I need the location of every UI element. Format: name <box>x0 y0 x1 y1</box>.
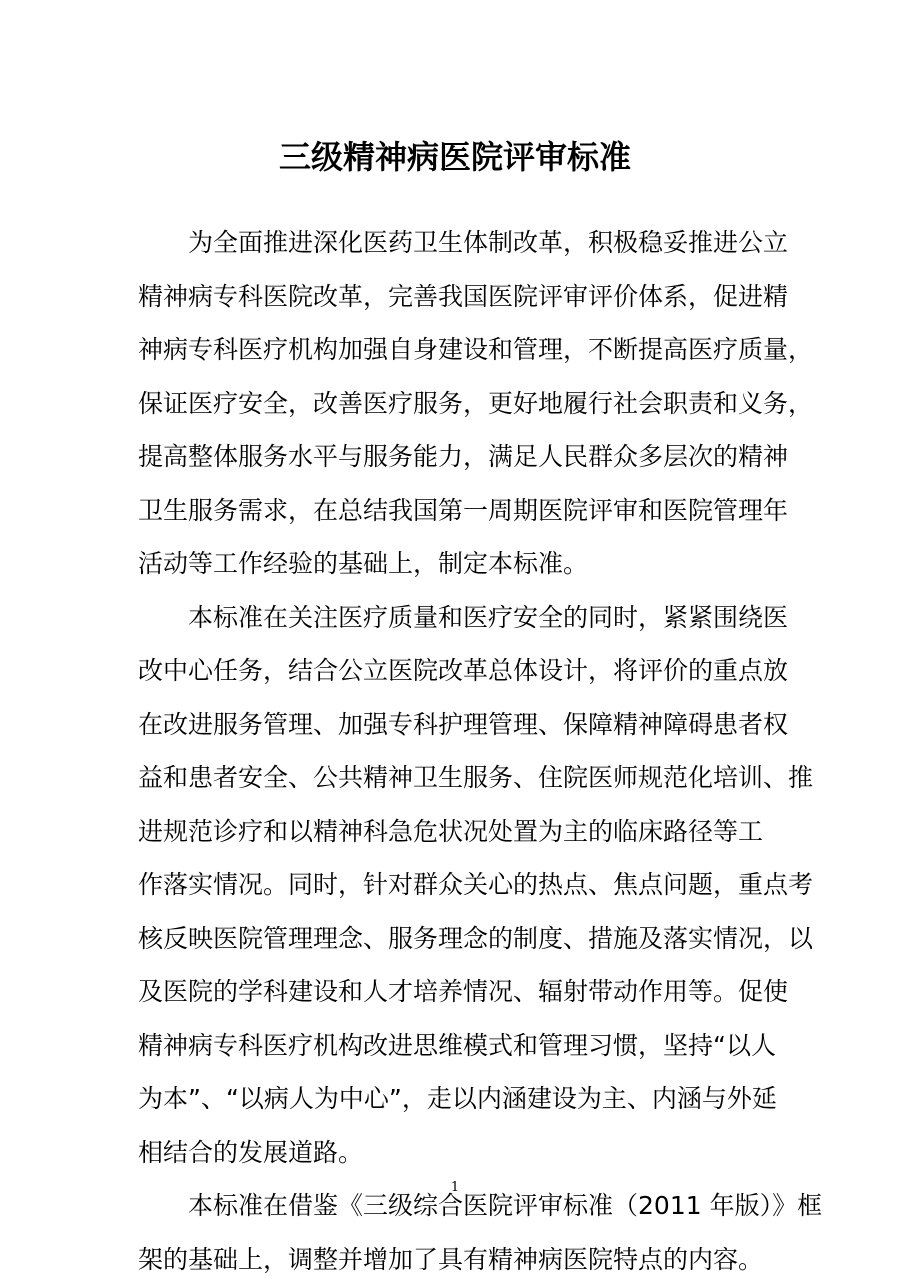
document-title: 三级精神病医院评审标准 <box>278 138 631 176</box>
paragraph-line: 改中心任务，结合公立医院改革总体设计，将评价的重点放 <box>138 656 789 685</box>
paragraph-line: 为本”、“以病人为中心”，走以内涵建设为主、内涵与外延 <box>138 1084 777 1113</box>
paragraph-line: 精神病专科医院改革，完善我国医院评审评价体系，促进精 <box>138 281 789 311</box>
paragraph-line: 相结合的发展道路。 <box>138 1137 364 1167</box>
paragraph-line: 提高整体服务水平与服务能力，满足人民群众多层次的精神 <box>138 442 789 471</box>
paragraph-line: 进规范诊疗和以精神科急危状况处置为主的临床路径等工 <box>138 816 764 846</box>
paragraph-line: 本标准在借鉴《三级综合医院评审标准（2011 年版）》框 <box>188 1191 823 1220</box>
page-number: 1 <box>450 1180 460 1195</box>
paragraph-2 <box>138 591 814 1180</box>
paragraph-1 <box>138 216 814 591</box>
paragraph-line: 益和患者安全、公共精神卫生服务、住院医师规范化培训、推 <box>138 763 814 792</box>
paragraph-line: 保证医疗安全，改善医疗服务，更好地履行社会职责和义务， <box>138 388 814 418</box>
paragraph-line: 神病专科医疗机构加强自身建设和管理，不断提高医疗质量， <box>138 335 814 364</box>
paragraph-line: 及医院的学科建设和人才培养情况、辐射带动作用等。促使 <box>138 977 789 1006</box>
paragraph-line: 作落实情况。同时，针对群众关心的热点、焦点问题，重点考 <box>138 870 814 899</box>
paragraph-line: 架的基础上，调整并增加了具有精神病医院特点的内容。 <box>138 1244 764 1274</box>
paragraph-line: 核反映医院管理理念、服务理念的制度、措施及落实情况，以 <box>138 923 814 953</box>
paragraph-line: 为全面推进深化医药卫生体制改革，积极稳妥推进公立 <box>188 228 789 257</box>
paragraph-line: 在改进服务管理、加强专科护理管理、保障精神障碍患者权 <box>138 709 789 739</box>
paragraph-line: 本标准在关注医疗质量和医疗安全的同时，紧紧围绕医 <box>188 602 789 632</box>
document-body <box>138 216 823 1286</box>
paragraph-line: 卫生服务需求，在总结我国第一周期医院评审和医院管理年 <box>138 495 789 525</box>
paragraph-line: 活动等工作经验的基础上，制定本标准。 <box>138 549 589 578</box>
paragraph-line: 精神病专科医疗机构改进思维模式和管理习惯，坚持“以人 <box>138 1030 776 1060</box>
